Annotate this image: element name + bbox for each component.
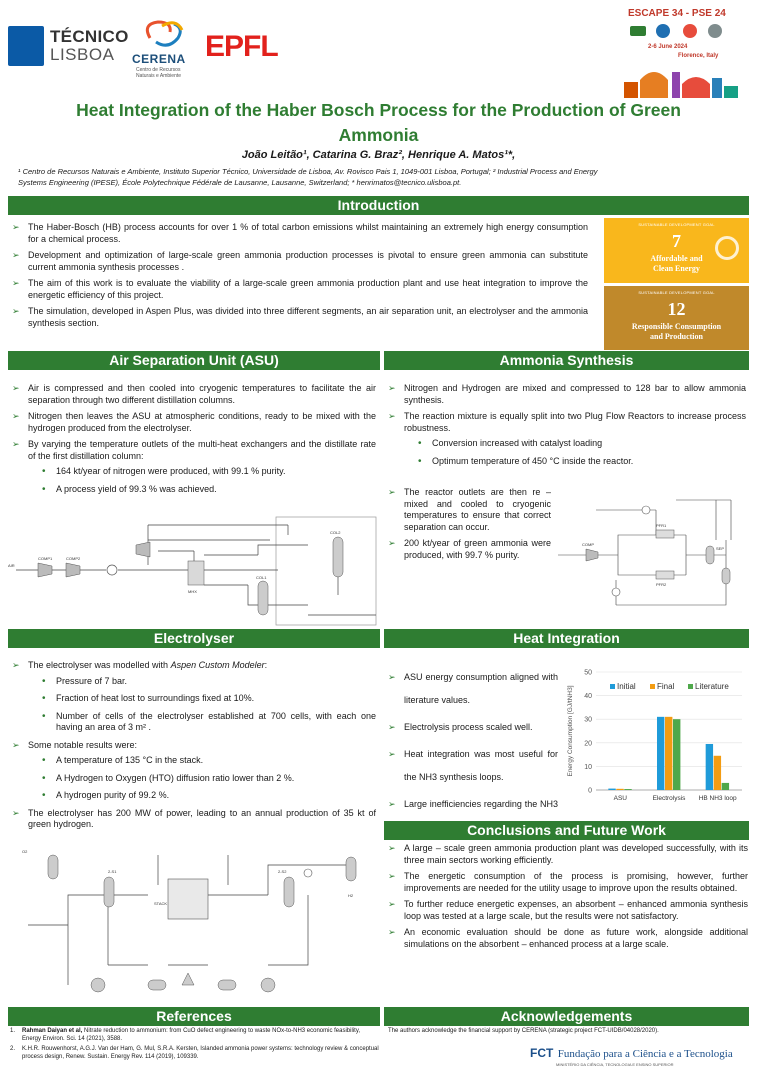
cerena-sub2: Naturais e Ambiente: [136, 73, 182, 79]
asu-label-col1: COL1: [256, 575, 267, 580]
affiliations: [18, 166, 743, 188]
epfl-logo: EPFL: [205, 30, 278, 63]
chart-bar-initial: [706, 744, 713, 790]
tecnico-name: TÉCNICO: [50, 27, 129, 46]
ammonia-flowsheet: [556, 480, 746, 610]
chart-y-tick: 40: [584, 693, 592, 701]
sdg7-card: [604, 218, 749, 283]
chart-y-tick: 0: [588, 787, 592, 795]
asu-comp1-icon: [38, 563, 52, 577]
fct-abbr: FCT: [530, 1046, 554, 1060]
introduction-header: Introduction: [8, 196, 749, 215]
electrolyser-sep2-icon: [284, 877, 294, 907]
asu-label-col2: COL2: [330, 530, 341, 535]
asu-label-mhx: MHX: [188, 589, 197, 594]
poster-title: [0, 98, 757, 148]
conference-dates: 2-6 June 2024: [648, 44, 688, 50]
electrolyser-sublist: [28, 676, 376, 734]
conclusion-bullet: ➢ A large – scale green ammonia production plant was developed successfully, with its three main sectors working efficiently.: [388, 843, 748, 866]
electrolyser-flowsheet: [8, 845, 380, 1005]
sdg12-kicker: SUSTAINABLE DEVELOPMENT GOAL: [638, 290, 715, 295]
ammonia-bullet: ➢ The reactor outlets are then re – mixed and cooled to cryogenic temperatures to ensure that correct separation can occur.: [388, 487, 551, 533]
electrolyser-label-h2: H2: [348, 893, 354, 898]
asu-col2-icon: [333, 537, 343, 577]
ammonia-list: [388, 383, 746, 473]
sun-icon: [715, 236, 739, 260]
chart-y-label: Energy Consumption [GJ/tNH3]: [567, 685, 574, 777]
heat-bullet: ➢ Electrolysis process scaled well.: [388, 716, 558, 739]
asu-units: [38, 537, 343, 615]
references-header: References: [8, 1007, 380, 1026]
asu-bullet-text: By varying the temperature outlets of the multi-heat exchangers and the distillate rate of the first distillation column:: [28, 439, 376, 461]
electrolyser-drum2-icon: [346, 857, 356, 881]
ammonia-pfr2-icon: [656, 571, 674, 579]
chart-bar-initial: [657, 717, 664, 790]
ammonia-sep2-icon: [722, 568, 730, 584]
electrolyser-mixer-icon: [182, 973, 194, 985]
sdg12-label2: and Production: [650, 332, 703, 341]
heat-bullet: ➢ Heat integration was most useful for the NH3 synthesis loops.: [388, 743, 558, 789]
asu-list: [12, 383, 376, 501]
electrolyser-label-sep1: 2-S1: [108, 869, 117, 874]
sdg7-kicker: SUSTAINABLE DEVELOPMENT GOAL: [638, 222, 715, 227]
reference-text: K.H.R. Rouwenhorst, A.G.J. Van der Ham, G. Mul, S.R.A. Kersten, Islanded ammonia power systems: technology review & conceptual process design, Renew. Sustain. Energy Rev. 114 (2019), 109339.: [22, 1046, 379, 1060]
chart-x-tick: ASU: [613, 795, 628, 802]
chart-x-tick: HB NH3 loop: [698, 795, 737, 802]
electrolyser-subbullet: • Fraction of heat lost to surroundings fixed at 10%.: [28, 693, 376, 705]
asu-header: Air Separation Unit (ASU): [8, 351, 380, 370]
chart-legend-swatch: [688, 684, 693, 689]
electrolyser-stack-icon: [168, 879, 208, 919]
aspen-custom-modeler: Aspen Custom Modeler: [170, 660, 265, 670]
electrolyser-subbullet: • A hydrogen purity of 99.2 %.: [28, 790, 376, 802]
asu-bullet: [12, 439, 376, 495]
electrolyser-drum-icon: [48, 855, 58, 879]
sponsor-badge-icon: [683, 24, 697, 38]
cerena-logo: [132, 16, 194, 78]
ammonia-sublist: [404, 438, 746, 467]
chart-bar-initial: [608, 789, 615, 790]
conference-name: ESCAPE 34 - PSE 24: [628, 8, 726, 19]
ammonia-sep-icon: [706, 546, 714, 564]
electrolyser-bullet-text: Some notable results were:: [28, 739, 138, 750]
chart-bar-literature: [673, 719, 680, 790]
authors: João Leitão¹, Catarina G. Braz², Henrique A. Matos¹*,: [241, 149, 516, 161]
electrolyser-pump-icon: [261, 978, 275, 992]
pse-badge-icon: [656, 24, 670, 38]
reference-item: 1. Rahman Daiyan et al, Nitrate reduction to ammonium: from CuO defect engineering to waste NOx-to-NH3 economic feasibility, Energy Environ. Sci. 14 (2021), 3588.: [10, 1028, 361, 1042]
electrolyser-hx2-icon: [218, 980, 236, 990]
intro-bullet: ➢ The Haber-Bosch (HB) process accounts for over 1 % of total carbon emissions whilst maintaining an extremely high energy consumption for a chemical process.: [12, 222, 588, 245]
electrolyser-bullet: [12, 740, 376, 802]
ammonia-subbullet: • Optimum temperature of 450 °C inside the reactor.: [404, 456, 746, 468]
electrolyser-label-o2: O2: [22, 849, 28, 854]
reference-item: 2. K.H.R. Rouwenhorst, A.G.J. Van der Ham, G. Mul, S.R.A. Kersten, Islanded ammonia power systems: technology review & conceptual process design, Renew. Sustain. Energy Rev. 114 (2019), 109339.: [10, 1046, 379, 1060]
sdg12-label1: Responsible Consumption: [631, 322, 722, 331]
chart-legend-swatch: [610, 684, 615, 689]
sdg7-label1: Affordable and: [650, 254, 703, 263]
electrolyser-pump2-icon: [91, 978, 105, 992]
conference-place: Florence, Italy: [678, 53, 719, 59]
conclusions-header: Conclusions and Future Work: [384, 821, 749, 840]
ammonia-bullet: [388, 411, 746, 467]
chart-x-tick: Electrolysis: [652, 795, 686, 802]
conclusion-bullet: ➢ The energetic consumption of the process is promising, however, further improvements are needed for the utility usage to improve upon the results obtained.: [388, 871, 748, 894]
chart-y-tick: 20: [584, 740, 592, 748]
electrolyser-header: Electrolyser: [8, 629, 380, 648]
ammonia-comp-icon: [586, 549, 598, 561]
heat-integration-header: Heat Integration: [384, 629, 749, 648]
electrolyser-hx-icon: [148, 980, 166, 990]
chart-bar-literature: [722, 783, 729, 790]
energy-chart: [560, 666, 750, 816]
fct-logo: [530, 1044, 750, 1067]
chart-y-tick: 50: [584, 669, 592, 677]
ammonia-label-comp: COMP: [582, 542, 594, 547]
asu-label-comp2: COMP2: [66, 556, 81, 561]
asu-col1-icon: [258, 581, 268, 615]
fct-name: Fundação para a Ciência e a Tecnologia: [557, 1048, 733, 1060]
electrolyser-bullet-colon: :: [264, 660, 268, 670]
electrolyser-label-stack: STACK: [154, 901, 168, 906]
tecnico-logo: [8, 24, 129, 68]
ammonia-cooler2-icon: [612, 588, 620, 596]
sdg7-number: 7: [672, 231, 681, 251]
electrolyser-subbullet: • A Hydrogen to Oxygen (HTO) diffusion ratio lower than 2 %.: [28, 773, 376, 785]
sdg12-card: [604, 286, 749, 350]
reference-text: Nitrate reduction to ammonium: from CuO defect engineering to waste NOx-to-NH3 economic feasibility, Energy Environ. Sci. 14 (2021), 3588.: [22, 1028, 361, 1042]
conclusion-bullet: ➢ To further reduce energetic expenses, an absorbent – enhanced ammonia synthesis loop was tested at a large scale, but the results were not satisfactory.: [388, 899, 748, 922]
chart-bar-literature: [624, 789, 631, 790]
asu-expander-icon: [136, 542, 150, 557]
heat-list: [388, 666, 558, 843]
cerena-name: CERENA: [132, 52, 186, 66]
heat-bullet: ➢ ASU energy consumption aligned with literature values.: [388, 666, 558, 712]
asu-bullet: ➢ Air is compressed and then cooled into cryogenic temperatures to facilitate the air separation through two different distillation columns.: [12, 383, 376, 406]
tecnico-emblem-icon: [8, 26, 44, 66]
title-line2: Ammonia: [338, 125, 419, 145]
asu-sublist: [28, 466, 376, 495]
ammonia-pfr1-icon: [656, 530, 674, 538]
acknowledgements-header: Acknowledgements: [384, 1007, 749, 1026]
asu-mhx-icon: [188, 561, 204, 585]
chart-y-tick: 30: [584, 716, 592, 724]
ammonia-list-2: [388, 487, 551, 566]
title-line1: Heat Integration of the Haber Bosch Process for the Production of Green: [76, 100, 681, 120]
electrolyser-subbullet: • Number of cells of the electrolyser established at 700 cells, with each one having an area of 3 m² .: [28, 711, 376, 734]
asu-cooler-icon: [107, 565, 117, 575]
intro-bullet: ➢ The aim of this work is to evaluate the viability of a large-scale green ammonia production plant and use heat integration to improve the energetic efficiency of this project.: [12, 278, 588, 301]
sdg7-label2: Clean Energy: [653, 264, 700, 273]
references-list: [10, 1028, 380, 1061]
conference-logo: [620, 8, 748, 96]
asu-subbullet: • 164 kt/year of nitrogen were produced, with 99.1 % purity.: [28, 466, 376, 478]
ammonia-label-pfr1: PFR1: [656, 523, 667, 528]
ammonia-header: Ammonia Synthesis: [384, 351, 749, 370]
escape-badge-icon: [630, 26, 646, 36]
asu-bullet: ➢ Nitrogen then leaves the ASU at atmospheric conditions, ready to be mixed with the hydrogen produced from the electrolyser.: [12, 411, 376, 434]
heat-bullet: ➢ Large inefficiencies regarding the NH3: [388, 793, 558, 839]
ammonia-bullet-text: The reaction mixture is equally split into two Plug Flow Reactors to increase process robustness.: [404, 411, 746, 433]
chart-bar-final: [665, 717, 672, 790]
cerena-swirl-icon: [132, 16, 194, 52]
reference-authors: Rahman Daiyan et al,: [22, 1028, 83, 1034]
electrolyser-subbullet: • A temperature of 135 °C in the stack.: [28, 755, 376, 767]
asu-label-comp1: COMP1: [38, 556, 53, 561]
fct-ministry: MINISTÉRIO DA CIÊNCIA, TECNOLOGIA E ENSINO SUPERIOR: [556, 1062, 674, 1067]
ammonia-bullet: ➢ Nitrogen and Hydrogen are mixed and compressed to 128 bar to allow ammonia synthesis.: [388, 383, 746, 406]
acknowledgement-text: The authors acknowledge the financial support by CERENA (strategic project FCT-UIDB/04028/2020).: [388, 1028, 659, 1034]
electrolyser-cooler-icon: [304, 869, 312, 877]
affiliations-line2: Systems Engineering (IPESE), École Polytechnique Fédérale de Lausanne, Lausanne, Switzerland; * henrimatos@tecnico.ulisboa.pt.: [18, 178, 462, 187]
chart-bar-final: [714, 756, 721, 790]
electrolyser-bullet: ➢ The electrolyser has 200 MW of power, leading to an annual production of 35 kt of green hydrogen.: [12, 808, 376, 831]
sdg12-number: 12: [667, 299, 686, 319]
conclusion-bullet: ➢ An economic evaluation should be done as future work, alongside additional simulations on the absorbent – enhanced process at a large scale.: [388, 927, 748, 950]
asu-flowsheet: [8, 515, 380, 627]
chart-legend-swatch: [650, 684, 655, 689]
ammonia-subbullet: • Conversion increased with catalyst loading: [404, 438, 746, 450]
asu-label-air: AIR: [8, 563, 15, 568]
cerena-sub1: Centro de Recursos: [136, 67, 181, 73]
electrolyser-bullet: [12, 660, 376, 734]
efce-badge-icon: [708, 24, 722, 38]
chart-bar-final: [616, 789, 623, 790]
electrolyser-list: [12, 660, 376, 836]
lisboa-name: LISBOA: [50, 45, 115, 64]
electrolyser-subbullet: • Pressure of 7 bar.: [28, 676, 376, 688]
chart-legend-label: Final: [657, 682, 675, 691]
chart-y-tick: 10: [584, 763, 592, 771]
affiliations-line1: ¹ Centro de Recursos Naturais e Ambiente, Instituto Superior Técnico, Universidade de Lisboa, Av. Rovisco Pais 1, 1049-001 Lisboa, Portugal; ² Industrial Process and Energy: [18, 167, 598, 176]
electrolyser-bullet-text: The electrolyser was modelled with: [28, 660, 171, 670]
introduction-list: [12, 222, 588, 334]
asu-comp2-icon: [66, 563, 80, 577]
conference-badges: [628, 22, 728, 42]
chart-legend-label: Literature: [695, 682, 729, 691]
chart-legend-label: Initial: [617, 682, 636, 691]
electrolyser-sep1-icon: [104, 877, 114, 907]
ammonia-bullet: ➢ 200 kt/year of green ammonia were produced, with 99.7 % purity.: [388, 538, 551, 561]
electrolyser-sublist: [28, 755, 376, 802]
ammonia-cooler-icon: [642, 506, 650, 514]
electrolyser-units: [48, 855, 356, 992]
ammonia-label-pfr2: PFR2: [656, 582, 667, 587]
asu-subbullet: • A process yield of 99.3 % was achieved.: [28, 484, 376, 496]
conclusions-list: [388, 843, 748, 955]
ammonia-label-sep: SEP: [716, 546, 725, 551]
intro-bullet: ➢ The simulation, developed in Aspen Plus, was divided into three different segments, an air separation unit, an electrolyser and the ammonia synthesis section.: [12, 306, 588, 329]
florence-skyline-icon: [620, 58, 748, 98]
intro-bullet: ➢ Development and optimization of large-scale green ammonia production processes is pivotal to ensure green ammonia can substitute current ammonia synthesis processes .: [12, 250, 588, 273]
electrolyser-label-sep2: 2-S2: [278, 869, 287, 874]
